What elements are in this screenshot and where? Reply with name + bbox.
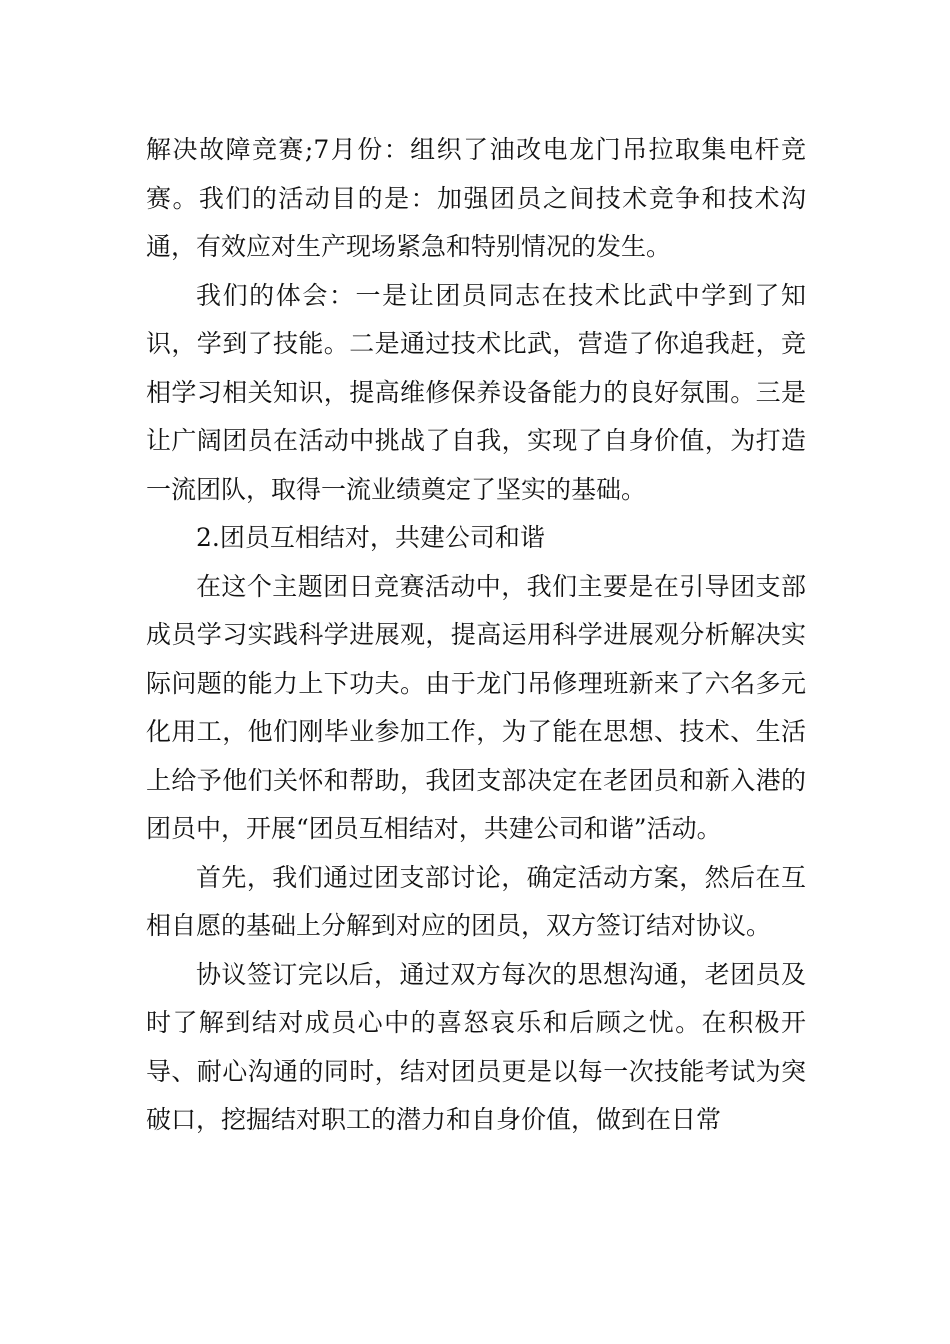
paragraph-first-step: 首先，我们通过团支部讨论，确定活动方案，然后在互相自愿的基础上分解到对应的团员，双方签订结对协议。 bbox=[146, 862, 806, 940]
paragraph-experience: 我们的体会：一是让团员同志在技术比武中学到了知识，学到了技能。二是通过技术比武，营造了你追我赶，竞相学习相关知识，提高维修保养设备能力的良好氛围。三是让广阔团员在活动中挑战了自我，实现了自身价值，为打造一流团队，取得一流业绩奠定了坚实的基础。 bbox=[146, 280, 806, 504]
paragraph-agreement: 协议签订完以后，通过双方每次的思想沟通，老团员及时了解到结对成员心中的喜怒哀乐和后顾之忧。在积极开导、耐心沟通的同时，结对团员更是以每一次技能考试为突破口，挖掘结对职工的潜力和自身价值，做到在日常 bbox=[146, 959, 806, 1134]
document-page bbox=[146, 126, 806, 1145]
paragraph-activity: 在这个主题团日竞赛活动中，我们主要是在引导团支部成员学习实践科学进展观，提高运用科学进展观分析解决实际问题的能力上下功夫。由于龙门吊修理班新来了六名多元化用工，他们刚毕业参加工作，为了能在思想、技术、生活上给予他们关怀和帮助，我团支部决定在老团员和新入港的团员中，开展“团员互相结对，共建公司和谐”活动。 bbox=[146, 571, 806, 843]
paragraph-continuation: 解决故障竞赛;7月份：组织了油改电龙门吊拉取集电杆竞赛。我们的活动目的是：加强团员之间技术竞争和技术沟通，有效应对生产现场紧急和特别情况的发生。 bbox=[146, 135, 806, 261]
section-heading: 2.团员互相结对，共建公司和谐 bbox=[196, 523, 545, 552]
